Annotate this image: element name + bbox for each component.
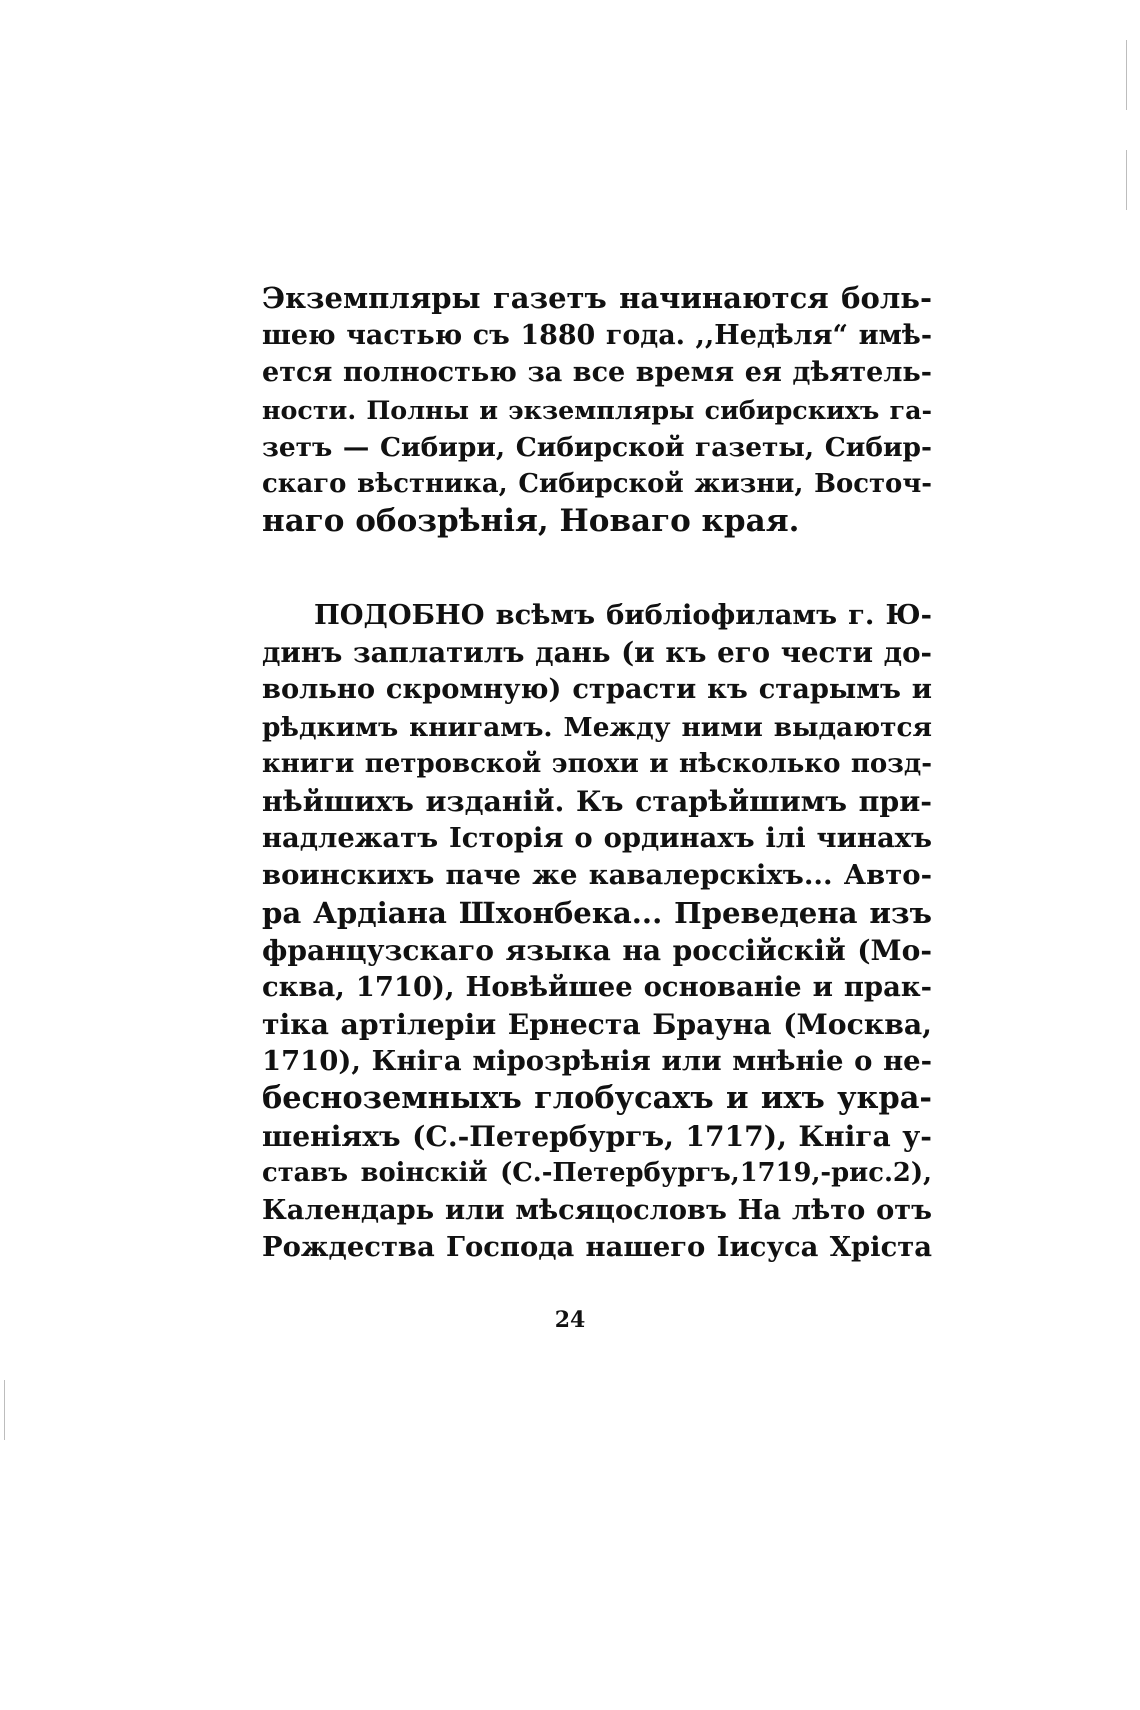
page-number: 24	[554, 1307, 586, 1333]
scan-edge-mark	[1126, 40, 1127, 110]
text-line: рѣдкимъ книгамъ. Между ними выдаются	[262, 711, 932, 743]
text-line: Экземпляры газетъ начинаются боль-	[262, 281, 932, 315]
text-line: книги петровской эпохи и нѣсколько позд-	[262, 748, 932, 779]
paragraph-rare-books	[262, 597, 932, 1266]
text-line: нѣйшихъ изданій. Къ старѣйшимъ при-	[262, 783, 932, 818]
text-line: тіка артілеріи Ернеста Брауна (Москва,	[262, 1007, 932, 1042]
scan-edge-mark	[1126, 150, 1127, 210]
text-line: вольно скромную) страсти къ старымъ и	[262, 673, 932, 706]
text-line: 1710), Кніга мірозрѣнія или мнѣніе о не-	[262, 1045, 932, 1078]
text-line: шеніяхъ (С.-Петербургъ, 1717), Кніга у-	[262, 1119, 932, 1153]
text-line: воинскихъ паче же кавалерскіхъ... Авто-	[262, 859, 932, 892]
text-line: наго обозрѣнія, Новаго края.	[262, 503, 800, 540]
text-line: ется полностью за все время ея дѣятель-	[262, 357, 932, 389]
text-line: французскаго языка на россійскій (Мо-	[262, 933, 932, 967]
text-line: ставъ воінскій (С.-Петербургъ,1719,-рис.2),	[262, 1157, 932, 1188]
text-line: бесноземныхъ глобусахъ и ихъ укра-	[262, 1080, 932, 1117]
text-line: Календарь или мѣсяцословъ На лѣто отъ	[262, 1194, 932, 1226]
text-line: динъ заплатилъ дань (и къ его чести до-	[262, 636, 932, 670]
paragraph-newspapers	[262, 280, 932, 540]
text-line: шею частью съ 1880 года. ,,Недѣля“ имѣ-	[262, 320, 932, 352]
scan-edge-mark	[4, 1380, 5, 1440]
text-line: сква, 1710), Новѣйшее основаніе и прак-	[262, 970, 932, 1003]
text-line: зетъ — Сибири, Сибирской газеты, Сибир-	[262, 431, 932, 463]
text-line: скаго вѣстника, Сибирской жизни, Восточ-	[262, 468, 932, 499]
text-line: Рождества Господа нашего Іисуса Хріста	[262, 1231, 932, 1264]
text-line: ности. Полны и экземпляры сибирскихъ га-	[262, 394, 932, 425]
text-line: ПОДОБНО всѣмъ библіофиламъ г. Ю-	[314, 599, 932, 631]
text-line: надлежатъ Історія о ординахъ ілі чинахъ	[262, 822, 932, 855]
text-line: ра Ардіана Шхонбека... Преведена изъ	[262, 895, 932, 930]
